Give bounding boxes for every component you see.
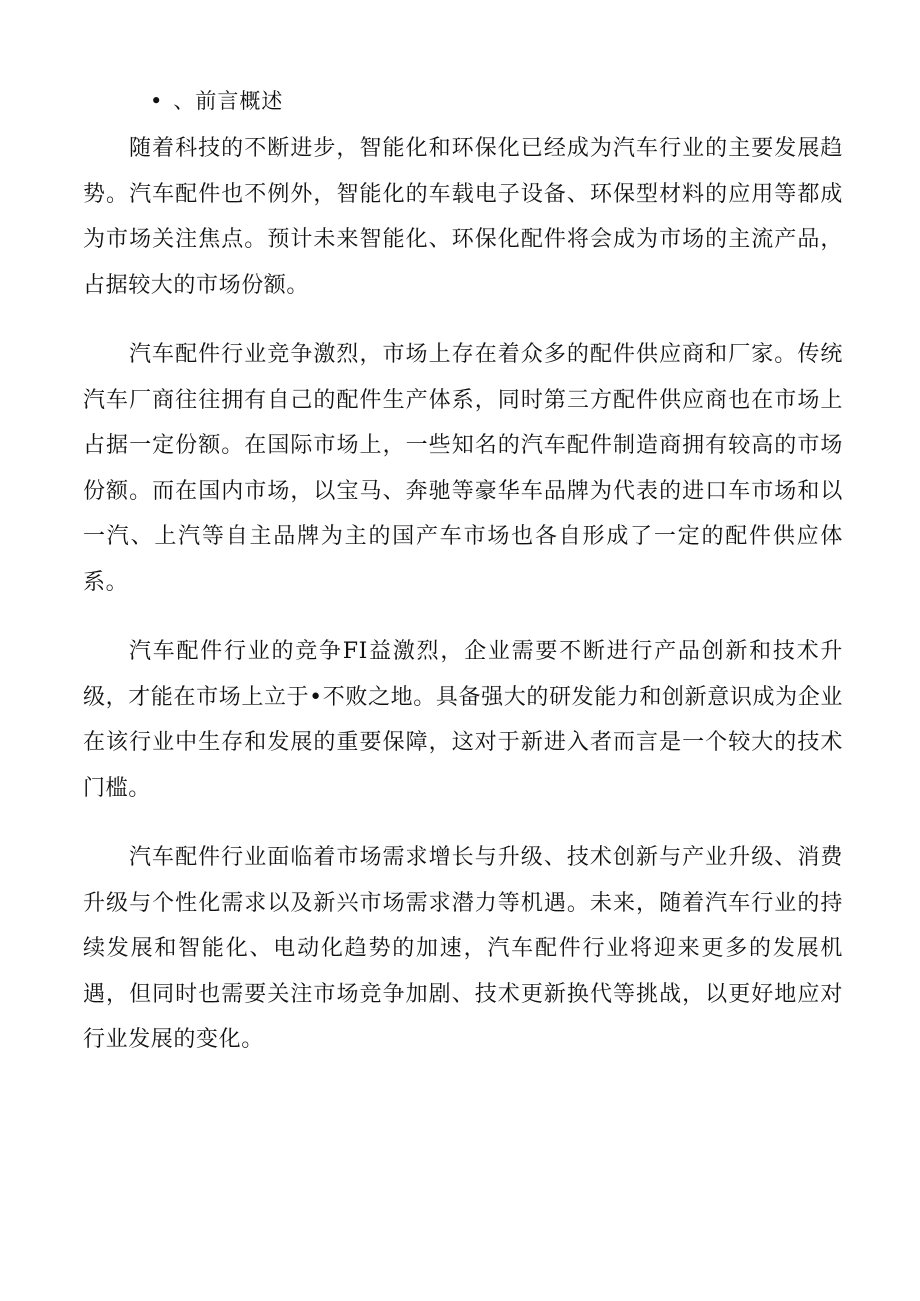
paragraph-innovation: 汽车配件行业的竞争FI益激烈，企业需要不断进行产品创新和技术升级，才能在市场上立于•不败之地。具备强大的研发能力和创新意识成为企业在该行业中生存和发展的重要保障，这对于新进入者而言是一个较大的技术门槛。 [83,639,843,801]
section-heading [150,86,283,116]
body-text [83,126,843,1087]
paragraph-competition: 汽车配件行业竞争激烈，市场上存在着众多的配件供应商和厂家。传统汽车厂商往往拥有自己的配件生产体系，同时第三方配件供应商也在市场上占据一定份额。在国际市场上，一些知名的汽车配件制造商拥有较高的市场份额。而在国内市场，以宝马、奔驰等豪华车品牌为代表的进口车市场和以一汽、上汽等自主品牌为主的国产车市场也各自形成了一定的配件供应体系。 [83,342,843,595]
heading-text: 、前言概述 [173,89,284,113]
heading-bullet: • [150,89,164,113]
paragraph-opportunities: 汽车配件行业面临着市场需求增长与升级、技术创新与产业升级、消费升级与个性化需求以及新兴市场需求潜力等机遇。未来，随着汽车行业的持续发展和智能化、电动化趋势的加速，汽车配件行业将迎来更多的发展机遇，但同时也需要关注市场竞争加剧、技术更新换代等挑战，以更好地应对行业发展的变化。 [83,845,843,1052]
paragraph-intro-trends: 随着科技的不断进步，智能化和环保化已经成为汽车行业的主要发展趋势。汽车配件也不例外，智能化的车载电子设备、环保型材料的应用等都成为市场关注焦点。预计未来智能化、环保化配件将会成为市场的主流产品，占据较大的市场份额。 [83,136,843,298]
